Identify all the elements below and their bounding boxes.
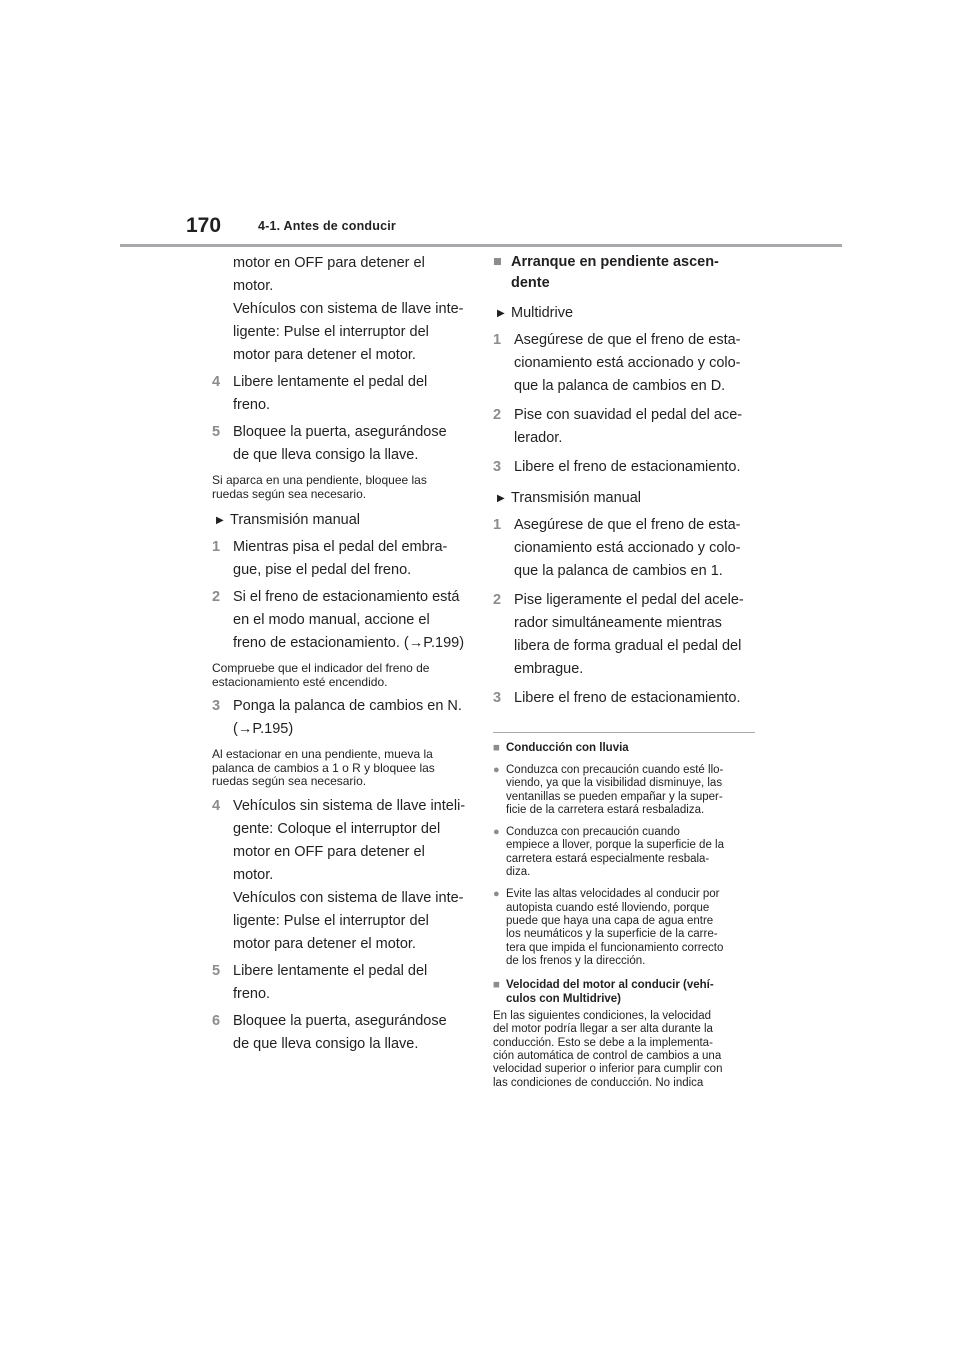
step-2 xyxy=(493,589,755,681)
triangle-bullet-icon: ▶ xyxy=(497,308,505,319)
subheading-label: Transmisión manual xyxy=(230,512,361,528)
step-number: 2 xyxy=(493,592,502,608)
line: ruedas según sea necesario. xyxy=(212,774,367,788)
line: Asegúrese de que el freno de esta- xyxy=(514,517,741,533)
step-number: 6 xyxy=(212,1012,221,1029)
step-5 xyxy=(212,960,474,1006)
step-1 xyxy=(493,329,755,398)
line: que la palanca de cambios en D. xyxy=(514,378,726,394)
line: puede que haya una capa de agua entre xyxy=(506,914,714,927)
subheading-manual-transmission xyxy=(493,487,755,510)
step-1 xyxy=(212,536,474,582)
step-6 xyxy=(212,1010,474,1056)
line: ción automática de control de cambios a una xyxy=(493,1050,722,1063)
line: motor en OFF para detener el xyxy=(233,255,425,271)
step-number: 4 xyxy=(212,797,221,814)
circle-bullet-icon: ● xyxy=(493,888,500,901)
line: empiece a llover, porque la superficie de la xyxy=(506,839,724,852)
line: motor. xyxy=(233,866,274,883)
bullet-item xyxy=(493,764,755,817)
line: Bloquee la puerta, asegurándose xyxy=(233,424,447,440)
line: Libere el freno de estacionamiento. xyxy=(514,690,741,706)
line: Velocidad del motor al conducir (vehí- xyxy=(506,979,714,992)
line: motor para detener el motor. xyxy=(233,347,416,363)
bullet-item xyxy=(493,888,755,968)
line: Pise con suavidad el pedal del ace- xyxy=(514,407,743,423)
circle-bullet-icon: ● xyxy=(493,764,500,776)
line: de que lleva consigo la llave. xyxy=(233,447,419,463)
line: palanca de cambios a 1 o R y bloquee las xyxy=(212,760,435,775)
subheading-label: Transmisión manual xyxy=(511,490,642,506)
note-indicator xyxy=(212,662,474,689)
step-number: 4 xyxy=(212,374,221,390)
square-bullet-icon: ■ xyxy=(493,742,500,754)
step-number: 3 xyxy=(212,698,221,714)
step-3 xyxy=(493,687,755,710)
line: freno de estacionamiento. (→P.199) xyxy=(233,635,465,651)
line: carretera estará especialmente resbala- xyxy=(506,852,710,865)
line: ficie de la carretera estará resbaladiza. xyxy=(506,803,705,816)
line: freno. xyxy=(233,397,271,413)
line: que la palanca de cambios en 1. xyxy=(514,563,723,579)
line: gue, pise el pedal del freno. xyxy=(233,562,412,578)
line: Vehículos con sistema de llave inte- xyxy=(233,301,464,317)
line: Asegúrese de que el freno de esta- xyxy=(514,332,741,348)
line: gente: Coloque el interruptor del xyxy=(233,820,441,837)
line: Si aparca en una pendiente, bloquee las xyxy=(212,473,427,487)
line: viendo, ya que la visibilidad disminuye, las xyxy=(506,777,723,790)
line: motor para detener el motor. xyxy=(233,935,416,952)
step-number: 3 xyxy=(493,459,502,475)
line: de que lleva consigo la llave. xyxy=(233,1035,419,1052)
intro-text xyxy=(212,252,474,367)
line: dente xyxy=(511,275,550,291)
step-number: 2 xyxy=(493,407,502,423)
line: En las siguientes condiciones, la velocidad xyxy=(493,1010,711,1023)
line: Pise ligeramente el pedal del acele- xyxy=(514,592,744,608)
line: los neumáticos y la superficie de la carre- xyxy=(506,928,718,941)
circle-bullet-icon: ● xyxy=(493,826,500,839)
line: Compruebe que el indicador del freno de xyxy=(212,661,430,675)
bullet-item xyxy=(493,826,755,879)
header-rule xyxy=(120,244,842,247)
step-5 xyxy=(212,421,474,467)
note-parking-slope xyxy=(212,748,474,789)
right-column xyxy=(493,252,755,1090)
line: estacionamiento esté encendido. xyxy=(212,674,388,689)
step-2 xyxy=(493,404,755,450)
square-bullet-icon: ■ xyxy=(493,979,500,992)
line: Conduzca con precaución cuando xyxy=(506,826,680,839)
step-number: 2 xyxy=(212,589,221,605)
line: freno. xyxy=(233,985,271,1002)
line: motor en OFF para detener el xyxy=(233,843,425,860)
line: Libere lentamente el pedal del xyxy=(233,374,428,390)
subheading-label: Multidrive xyxy=(511,305,574,321)
step-1 xyxy=(493,514,755,583)
line: Evite las altas velocidades al conducir por xyxy=(506,888,720,901)
step-4 xyxy=(212,795,474,956)
line: las condiciones de conducción. No indica xyxy=(493,1076,704,1089)
line: autopista cuando esté lloviendo, porque xyxy=(506,901,710,914)
line: ruedas según sea necesario. xyxy=(212,486,367,501)
line: Vehículos con sistema de llave inte- xyxy=(233,889,464,906)
step-number: 1 xyxy=(493,517,502,533)
page-number: 170 xyxy=(186,214,222,237)
step-number: 1 xyxy=(212,539,221,555)
line: Libere lentamente el pedal del xyxy=(233,962,428,979)
line: Si el freno de estacionamiento está xyxy=(233,589,460,605)
heading-uphill-start xyxy=(493,252,755,294)
line: en el modo manual, accione el xyxy=(233,612,430,628)
line: Al estacionar en una pendiente, mueva la xyxy=(212,747,433,761)
section-divider xyxy=(493,732,755,733)
line: Libere el freno de estacionamiento. xyxy=(514,459,741,475)
step-number: 3 xyxy=(493,690,502,706)
line: conducción. Esto se debe a la implementa- xyxy=(493,1036,713,1049)
step-number: 5 xyxy=(212,424,221,440)
line: culos con Multidrive) xyxy=(506,993,622,1006)
line: tera que impida el funcionamiento correcto xyxy=(506,941,724,954)
step-4 xyxy=(212,371,474,417)
square-bullet-icon: ■ xyxy=(493,254,502,270)
line: Bloquee la puerta, asegurándose xyxy=(233,1012,447,1029)
subheading-manual-transmission xyxy=(212,509,474,532)
step-3 xyxy=(493,456,755,479)
step-2 xyxy=(212,586,474,655)
note-slope xyxy=(212,474,474,501)
heading-rain-driving xyxy=(493,741,755,755)
line: ligente: Pulse el interruptor del xyxy=(233,912,429,929)
engine-speed-paragraph xyxy=(493,1010,755,1090)
line: Mientras pisa el pedal del embra- xyxy=(233,539,448,555)
line: ventanillas se pueden empañar y la super- xyxy=(506,790,723,803)
line: velocidad superior o inferior para cumplir con xyxy=(493,1063,723,1076)
line: Conduzca con precaución cuando esté llo- xyxy=(506,764,724,776)
triangle-bullet-icon: ▶ xyxy=(216,515,224,526)
line: (→P.195) xyxy=(233,721,294,737)
line: de los frenos y la dirección. xyxy=(506,954,646,967)
line: libera de forma gradual el pedal del xyxy=(514,638,742,654)
line: Vehículos sin sistema de llave inteli- xyxy=(233,797,466,814)
line: cionamiento está accionado y colo- xyxy=(514,540,741,556)
line: diza. xyxy=(506,866,531,879)
heading-engine-speed xyxy=(493,978,755,1006)
step-3 xyxy=(212,695,474,741)
line: motor. xyxy=(233,278,274,294)
line: ligente: Pulse el interruptor del xyxy=(233,324,429,340)
left-column xyxy=(212,252,474,1056)
heading-label: Conducción con lluvia xyxy=(506,742,629,754)
step-number: 1 xyxy=(493,332,502,348)
step-number: 5 xyxy=(212,962,221,979)
line: rador simultáneamente mientras xyxy=(514,615,722,631)
line: del motor podría llegar a ser alta durante la xyxy=(493,1023,713,1036)
line: lerador. xyxy=(514,430,563,446)
triangle-bullet-icon: ▶ xyxy=(497,493,505,504)
line: cionamiento está accionado y colo- xyxy=(514,355,741,371)
section-title: 4-1. Antes de conducir xyxy=(258,219,396,233)
line: embrague. xyxy=(514,661,584,677)
line: Arranque en pendiente ascen- xyxy=(511,254,719,270)
line: Ponga la palanca de cambios en N. xyxy=(233,698,462,714)
subheading-multidrive xyxy=(493,302,755,325)
